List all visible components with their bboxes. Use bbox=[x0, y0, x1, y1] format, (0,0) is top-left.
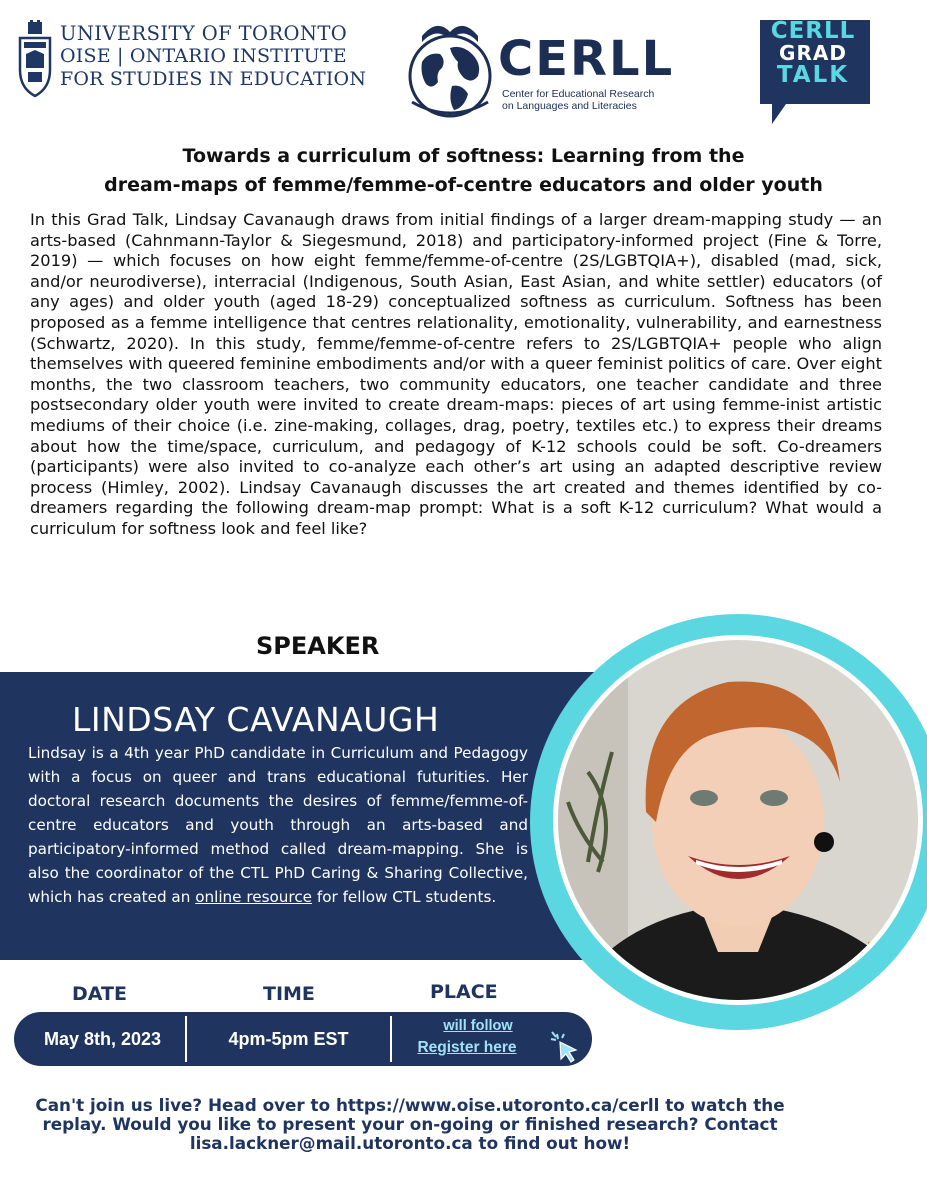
talk-title-line2: dream-maps of femme/femme-of-centre educators and older youth bbox=[104, 174, 823, 196]
cerll-wordmark: CERLL bbox=[498, 31, 675, 87]
uoft-oise-logo bbox=[18, 20, 378, 104]
globe-book-icon bbox=[392, 12, 510, 120]
speaker-bio bbox=[28, 741, 528, 909]
grad-talk-badge bbox=[756, 16, 878, 130]
date-label: DATE bbox=[72, 983, 127, 1005]
uoft-wordmark bbox=[60, 22, 366, 91]
badge-line3: TALK bbox=[776, 62, 850, 88]
talk-abstract: In this Grad Talk, Lindsay Cavanaugh draws from initial findings of a larger dream-mapping study — an arts-based (Cahnmann-Taylor & Siegesmund, 2018) and participatory-informed project (Fine & Torre, 2019) — which focuses on how eight femme/femme-of-centre (2S/LGBTQIA+), disabled (mad, sick, and/or neurodiverse), interracial (Indigenous, South Asian, East Asian, and white settler) educators (of any ages) and older youth (aged 18-29) conceptualized softness as curriculum. Softness has been proposed as a femme intelligence that centres relationality, emotionality, vulnerability, and earnestness (Schwartz, 2020). In this study, femme/femme-of-centre refers to 2S/LGBTQIA+ people who align themselves with queered feminine embodiments and/or with a queer feminist politics of care. Over eight months, the two classroom teachers, two community educators, one teacher candidate and three postsecondary older youth were invited to create dream-maps: pieces of art using femme-inist artistic mediums of their choice (i.e. zine-making, collages, drag, poetry, textiles etc.) to express their dreams about how the time/space, curriculum, and pedagogy of K-12 schools could be soft. Co-dreamers (participants) were also invited to co-analyze each other’s art using an adapted descriptive review process (Himley, 2002). Lindsay Cavanaugh discusses the art created and themes identified by co-dreamers regarding the following dream-map prompt: What is a soft K-12 curriculum? What would a curriculum for softness look and feel like? bbox=[30, 210, 882, 538]
date-value: May 8th, 2023 bbox=[43, 1028, 162, 1049]
place-will-follow: will follow bbox=[443, 1018, 513, 1034]
bio-text-end: for fellow CTL students. bbox=[312, 888, 497, 906]
talk-title bbox=[40, 142, 887, 200]
uoft-line2: OISE | ONTARIO INSTITUTE bbox=[60, 45, 347, 67]
uoft-line3: FOR STUDIES IN EDUCATION bbox=[60, 68, 367, 90]
uoft-crest-icon bbox=[18, 20, 52, 100]
speaker-name: LINDSAY CAVANAUGH bbox=[72, 700, 440, 739]
grad-talk-text bbox=[756, 20, 870, 86]
badge-line2: GRAD bbox=[779, 41, 847, 65]
speaker-portrait bbox=[528, 612, 927, 1032]
cerll-subtitle bbox=[502, 88, 654, 112]
uoft-line1: UNIVERSITY OF TORONTO bbox=[60, 22, 348, 45]
cursor-click-icon bbox=[548, 1030, 582, 1064]
online-resource-link[interactable]: online resource bbox=[195, 888, 313, 906]
bio-text: Lindsay is a 4th year PhD candidate in Curriculum and Pedagogy with a focus on queer and trans educational futurities. Her doctoral research documents the desires of femme/femme-of-centre educators and youth through an arts-based and participatory-informed method called dream-mapping. She is also the coordinator of the CTL PhD Caring & Sharing Collective, which has created an bbox=[28, 744, 528, 906]
speaker-photo bbox=[528, 612, 927, 1032]
cerll-subtitle-line2: on Languages and Literacies bbox=[502, 100, 637, 112]
cerll-subtitle-line1: Center for Educational Research bbox=[502, 88, 655, 100]
place-label: PLACE bbox=[430, 981, 498, 1003]
speaker-heading: SPEAKER bbox=[256, 632, 380, 660]
badge-line1: CERLL bbox=[770, 18, 856, 44]
talk-title-line1: Towards a curriculum of softness: Learning from the bbox=[182, 145, 745, 167]
time-value: 4pm-5pm EST bbox=[228, 1028, 349, 1049]
footer-replay-note: Can't join us live? Head over to https://www.oise.utoronto.ca/cerll to watch the replay. Would you like to present your on-going or finished research? Contact lisa.lackner@mail.utoronto.ca to find out how! bbox=[35, 1095, 785, 1153]
cerll-logo bbox=[392, 12, 692, 122]
time-label: TIME bbox=[263, 983, 315, 1005]
register-here-link[interactable]: Register here bbox=[417, 1039, 517, 1056]
